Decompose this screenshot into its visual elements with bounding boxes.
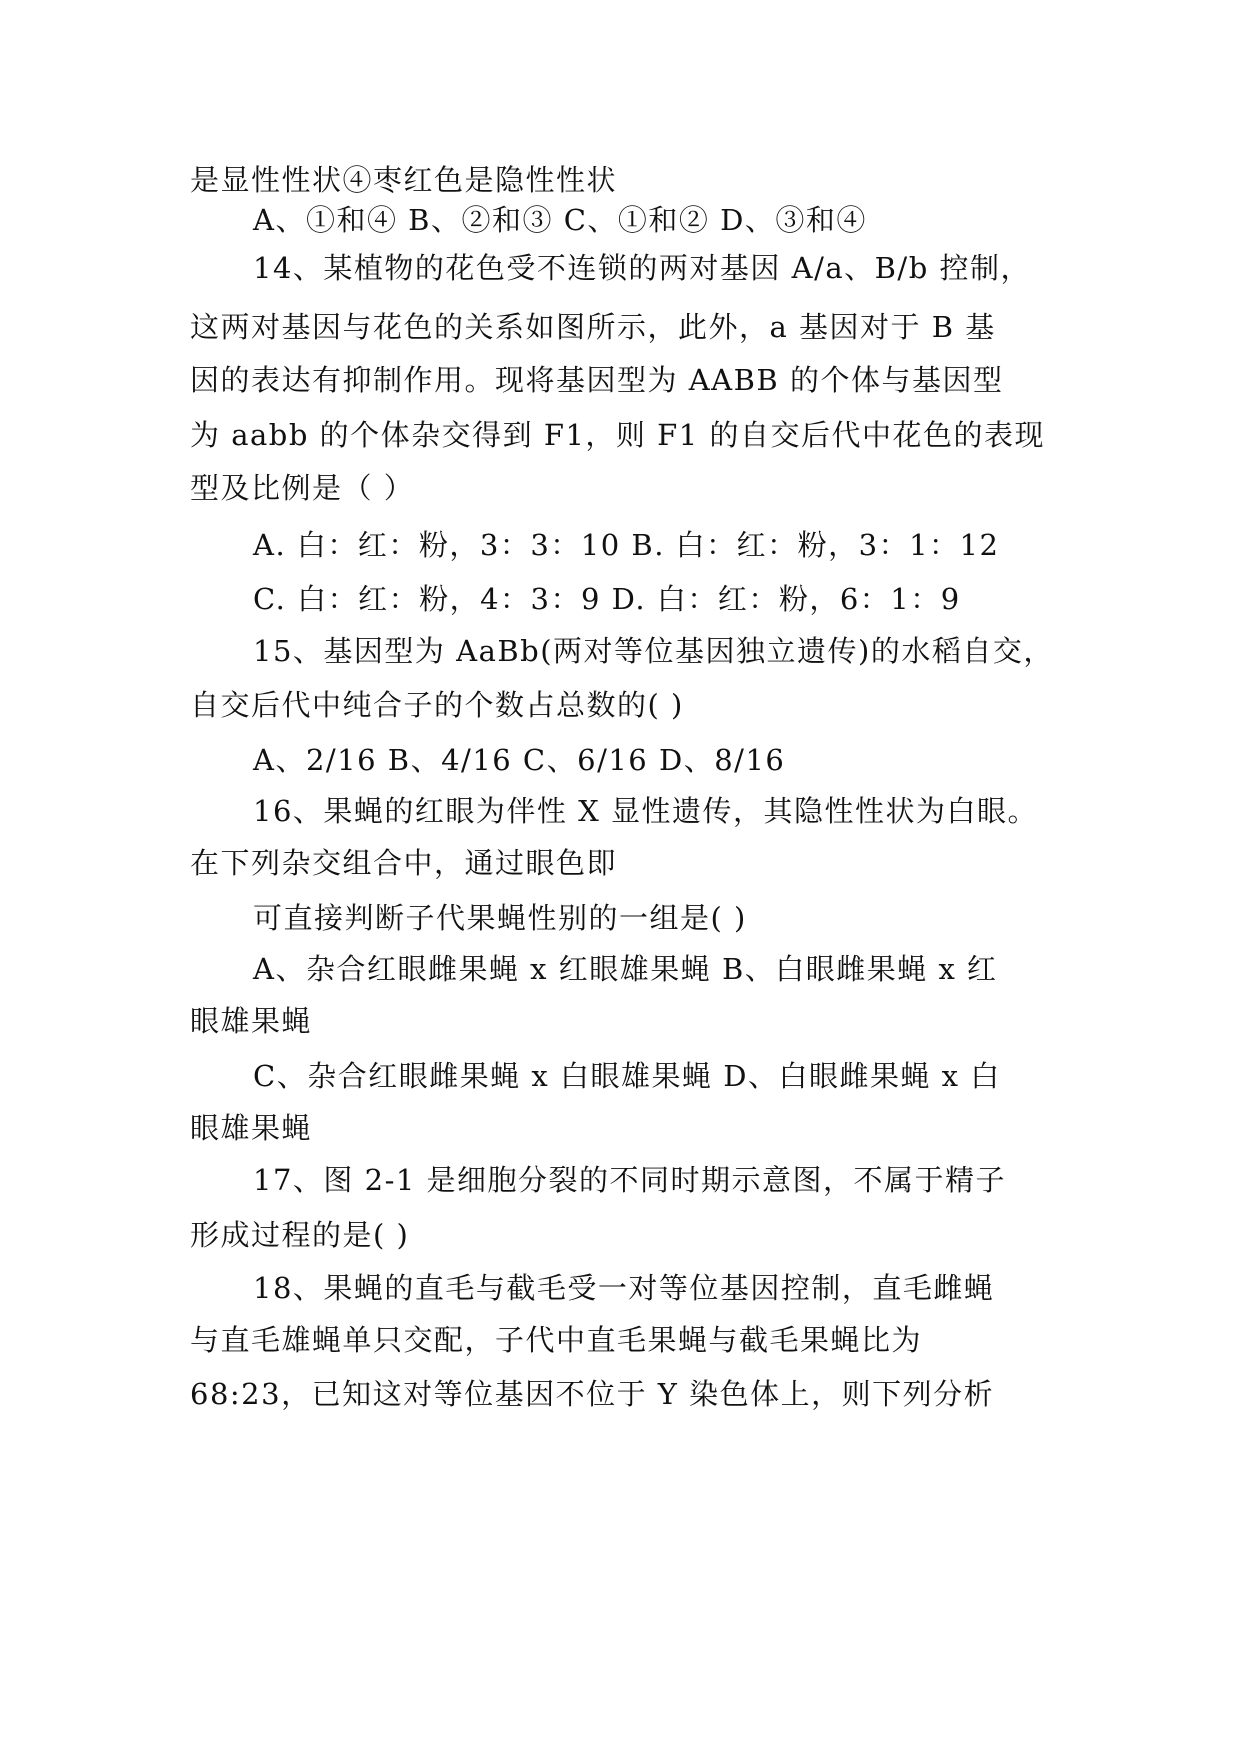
text-line: 眼雄果蝇 <box>190 1004 313 1038</box>
text-line: 因的表达有抑制作用。现将基因型为 AABB 的个体与基因型 <box>190 363 1004 397</box>
text-line: 为 aabb 的个体杂交得到 F1，则 F1 的自交后代中花色的表现 <box>190 418 1045 452</box>
text-line: 是显性性状④枣红色是隐性性状 <box>190 163 618 197</box>
text-line: 眼雄果蝇 <box>190 1111 313 1145</box>
text-line: 型及比例是（ ） <box>190 471 415 505</box>
q16-options-ab: A、杂合红眼雌果蝇 x 红眼雄果蝇 B、白眼雌果蝇 x 红 <box>253 952 998 986</box>
q14-options-cd: C. 白：红：粉，4：3：9 D. 白：红：粉，6：1：9 <box>253 582 961 616</box>
q14-options-ab: A. 白：红：粉，3：3：10 B. 白：红：粉，3：1：12 <box>253 528 1000 562</box>
text-line: 这两对基因与花色的关系如图所示，此外，a 基因对于 B 基 <box>190 310 996 344</box>
q15-stem: 15、基因型为 AaBb(两对等位基因独立遗传)的水稻自交， <box>253 634 1054 668</box>
q15-options: A、2/16 B、4/16 C、6/16 D、8/16 <box>253 743 786 777</box>
q17-stem: 17、图 2-1 是细胞分裂的不同时期示意图，不属于精子 <box>253 1163 1007 1197</box>
text-line: 在下列杂交组合中，通过眼色即 <box>190 846 618 880</box>
text-line: 可直接判断子代果蝇性别的一组是( ) <box>253 901 747 935</box>
text-line: 形成过程的是( ) <box>190 1218 410 1252</box>
q18-stem: 18、果蝇的直毛与截毛受一对等位基因控制，直毛雌蝇 <box>253 1271 995 1305</box>
text-line: 68:23，已知这对等位基因不位于 Y 染色体上，则下列分析 <box>190 1377 995 1411</box>
q16-options-cd: C、杂合红眼雌果蝇 x 白眼雄果蝇 D、白眼雌果蝇 x 白 <box>253 1059 1001 1093</box>
q13-options: A、①和④ B、②和③ C、①和② D、③和④ <box>253 203 867 237</box>
text-line: 与直毛雄蝇单只交配，子代中直毛果蝇与截毛果蝇比为 <box>190 1323 923 1357</box>
q16-stem: 16、果蝇的红眼为伴性 X 显性遗传，其隐性性状为白眼。 <box>253 794 1038 828</box>
text-line: 自交后代中纯合子的个数占总数的( ) <box>190 688 684 722</box>
q14-stem: 14、某植物的花色受不连锁的两对基因 A/a、B/b 控制， <box>253 251 1031 285</box>
